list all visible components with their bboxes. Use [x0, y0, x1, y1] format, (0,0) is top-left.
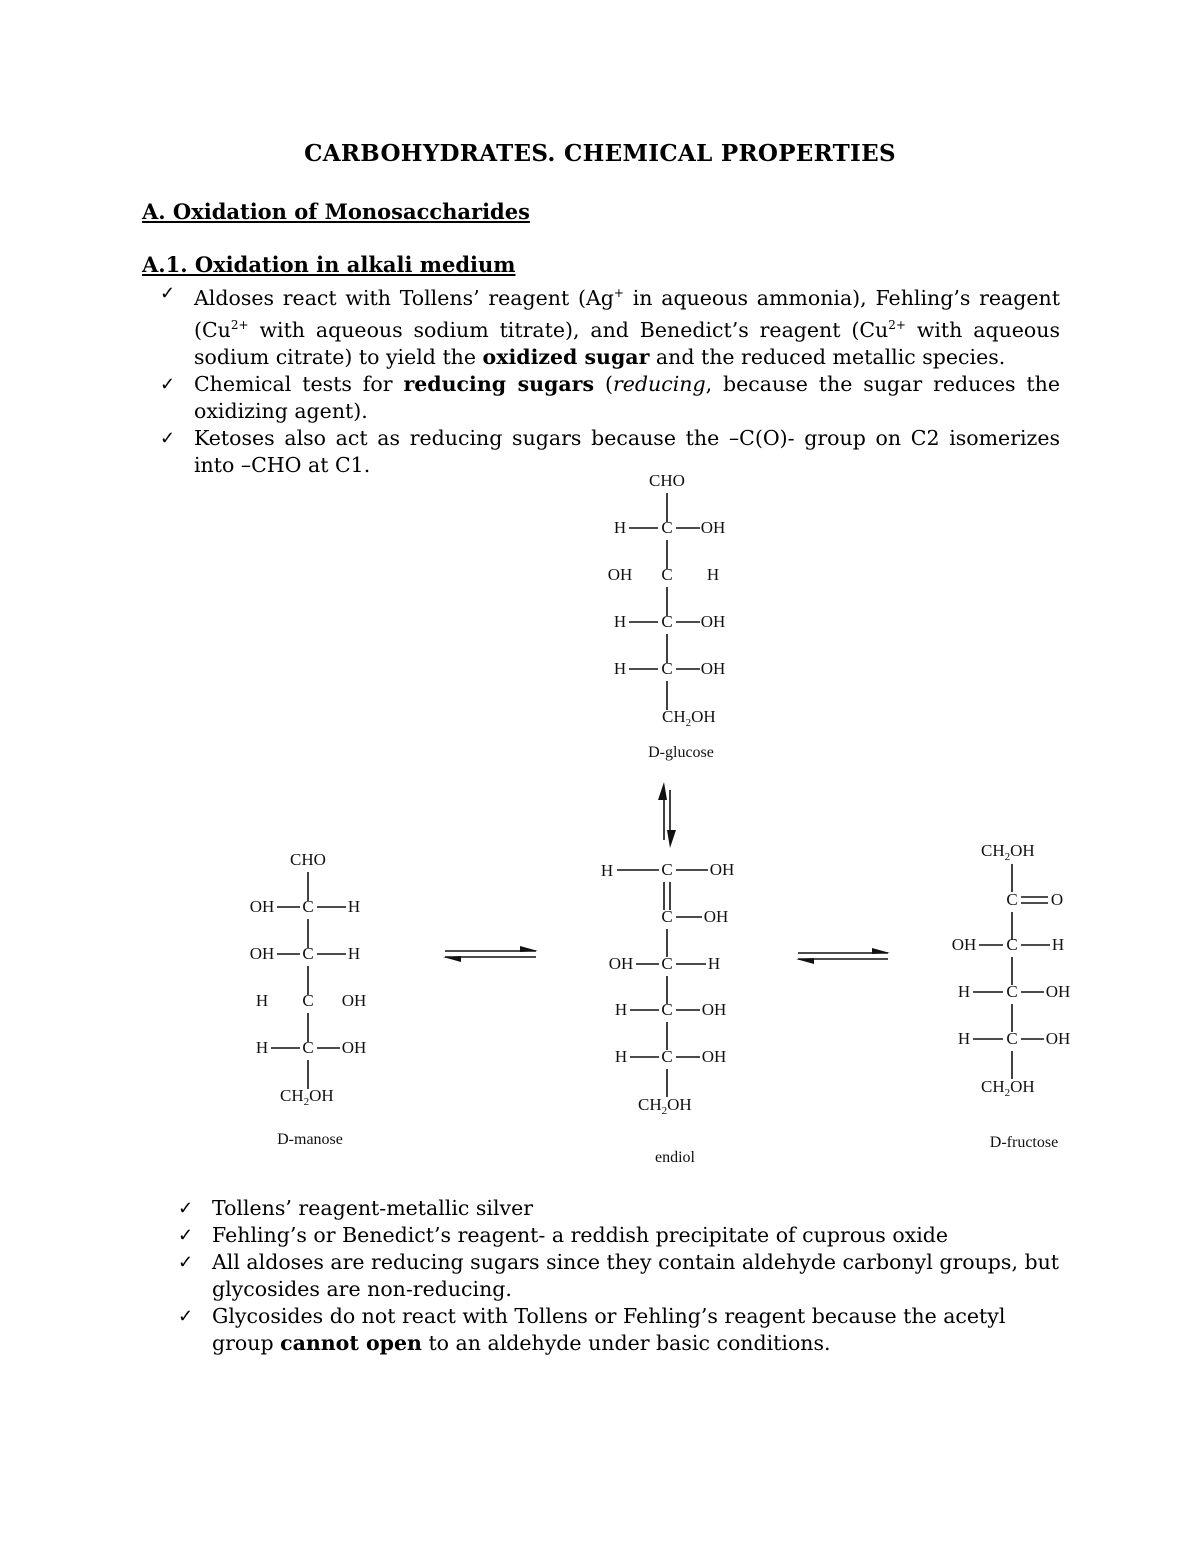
equilibrium-arrows-vertical-icon [658, 782, 676, 848]
atom-label: OH [709, 860, 735, 879]
d-glucose-structure [608, 471, 726, 761]
atom-label: OH [951, 935, 977, 954]
section-heading-a: A. Oxidation of Monosaccharides [142, 199, 530, 224]
list-item: ✓ Ketoses also act as reducing sugars because the –C(O)- group on C2 isomerizes into –CHO at C1. [160, 425, 1060, 477]
compound-label-glucose: D-glucose [648, 744, 714, 761]
atom-label: C [302, 897, 314, 916]
compound-label-fructose: D-fructose [989, 1134, 1059, 1151]
list-item: ✓ Glycosides do not react with Tollens or Fehling’s reagent because the acetyl group cannot open to an aldehyde under basic conditions. [178, 1304, 1006, 1355]
atom-label: C [302, 1038, 314, 1057]
list-item: ✓ Chemical tests for reducing sugars (reducing, because the sugar reduces the oxidizing agent). [160, 371, 1061, 423]
d-mannose-structure [250, 850, 367, 1148]
atom-label: CHO [290, 850, 326, 869]
atom-label: OH [249, 897, 275, 916]
atom-label: $CH_2OH$ [638, 1095, 692, 1117]
atom-label: $CH_2OH$ [981, 841, 1035, 863]
list-item: ✓ Aldoses react with Tollens’ reagent (Ag+ in aqueous ammonia), Fehling’s reagent ($Cu^{2+}$ with aqueous sodium titrate), and Benedict’s reagent ($Cu^{2+}$ with aqueous sodium citrate) to yield the oxidized sugar and the reduced metallic species. [160, 280, 1060, 371]
atom-label: $CH_2OH$ [981, 1077, 1035, 1099]
endiol-structure [601, 860, 734, 1166]
atom-label: CHO [649, 471, 685, 490]
list-item: ✓ Fehling’s or Benedict’s reagent- a reddish precipitate of cuprous oxide [178, 1223, 949, 1247]
atom-label: C [661, 860, 673, 879]
equilibrium-arrows-left-icon [443, 946, 538, 962]
atom-label: H [255, 991, 269, 1010]
compound-label-mannose: D-manose [277, 1131, 343, 1148]
atom-label: OH [1045, 982, 1071, 1001]
atom-label: H [347, 897, 361, 916]
atom-label: C [661, 1047, 673, 1066]
atom-label: OH [341, 991, 367, 1010]
atom-label: H [347, 944, 361, 963]
atom-label: OH [341, 1038, 367, 1057]
atom-label: OH [1045, 1029, 1071, 1048]
atom-label: OH [249, 944, 275, 963]
atom-label: C [661, 518, 673, 537]
atom-label: H [614, 1047, 628, 1066]
atom-label: OH [700, 659, 726, 678]
check-mark-icon: ✓ [178, 1252, 194, 1273]
check-mark-icon: ✓ [178, 1225, 194, 1246]
bullet-list-bottom [178, 1195, 1068, 1357]
atom-label: H [957, 1029, 971, 1048]
atom-label: C [661, 612, 673, 631]
atom-label: H [706, 565, 720, 584]
atom-label: H [613, 518, 627, 537]
atom-label: C [1006, 1029, 1018, 1048]
atom-label: C [661, 565, 673, 584]
atom-label: OH [700, 612, 726, 631]
list-item: ✓ Tollens’ reagent-metallic silver [178, 1196, 534, 1220]
atom-label: H [613, 612, 627, 631]
atom-label: OH [700, 518, 726, 537]
atom-label: H [613, 659, 627, 678]
equilibrium-arrows-right-icon [796, 948, 890, 964]
atom-label: OH [703, 907, 729, 926]
compound-label-endiol: endiol [655, 1149, 695, 1166]
atom-label: C [661, 1000, 673, 1019]
bullet-list-top [160, 280, 1060, 479]
check-mark-icon: ✓ [178, 1198, 194, 1219]
atom-label: O [1050, 890, 1064, 909]
page-title: CARBOHYDRATES. CHEMICAL PROPERTIES [304, 140, 896, 167]
atom-label: H [255, 1038, 269, 1057]
atom-label: H [614, 1000, 628, 1019]
check-mark-icon: ✓ [160, 427, 176, 449]
atom-label: C [302, 944, 314, 963]
atom-label: H [1051, 935, 1065, 954]
check-mark-icon: ✓ [160, 283, 176, 304]
list-item: ✓ All aldoses are reducing sugars since they contain aldehyde carbonyl groups, but glycosides are non-reducing. [178, 1250, 1060, 1301]
atom-label: C [302, 991, 314, 1010]
atom-label: OH [607, 565, 633, 584]
atom-label: C [661, 907, 673, 926]
atom-label: C [661, 659, 673, 678]
atom-label: H [600, 861, 614, 880]
atom-label: OH [701, 1000, 727, 1019]
atom-label: H [957, 982, 971, 1001]
section-heading-a1: A.1. Oxidation in alkali medium [142, 252, 516, 277]
isomerization-diagram [0, 460, 1200, 1180]
atom-label: C [1006, 982, 1018, 1001]
atom-label: C [1006, 935, 1018, 954]
atom-label: $CH_2OH$ [280, 1086, 334, 1108]
d-fructose-structure [952, 841, 1071, 1151]
atom-label: OH [608, 954, 634, 973]
check-mark-icon: ✓ [178, 1306, 194, 1327]
check-mark-icon: ✓ [160, 373, 176, 395]
atom-label: $CH_2OH$ [662, 707, 716, 729]
atom-label: C [1006, 890, 1018, 909]
atom-label: C [661, 954, 673, 973]
atom-label: OH [701, 1047, 727, 1066]
atom-label: H [707, 954, 721, 973]
